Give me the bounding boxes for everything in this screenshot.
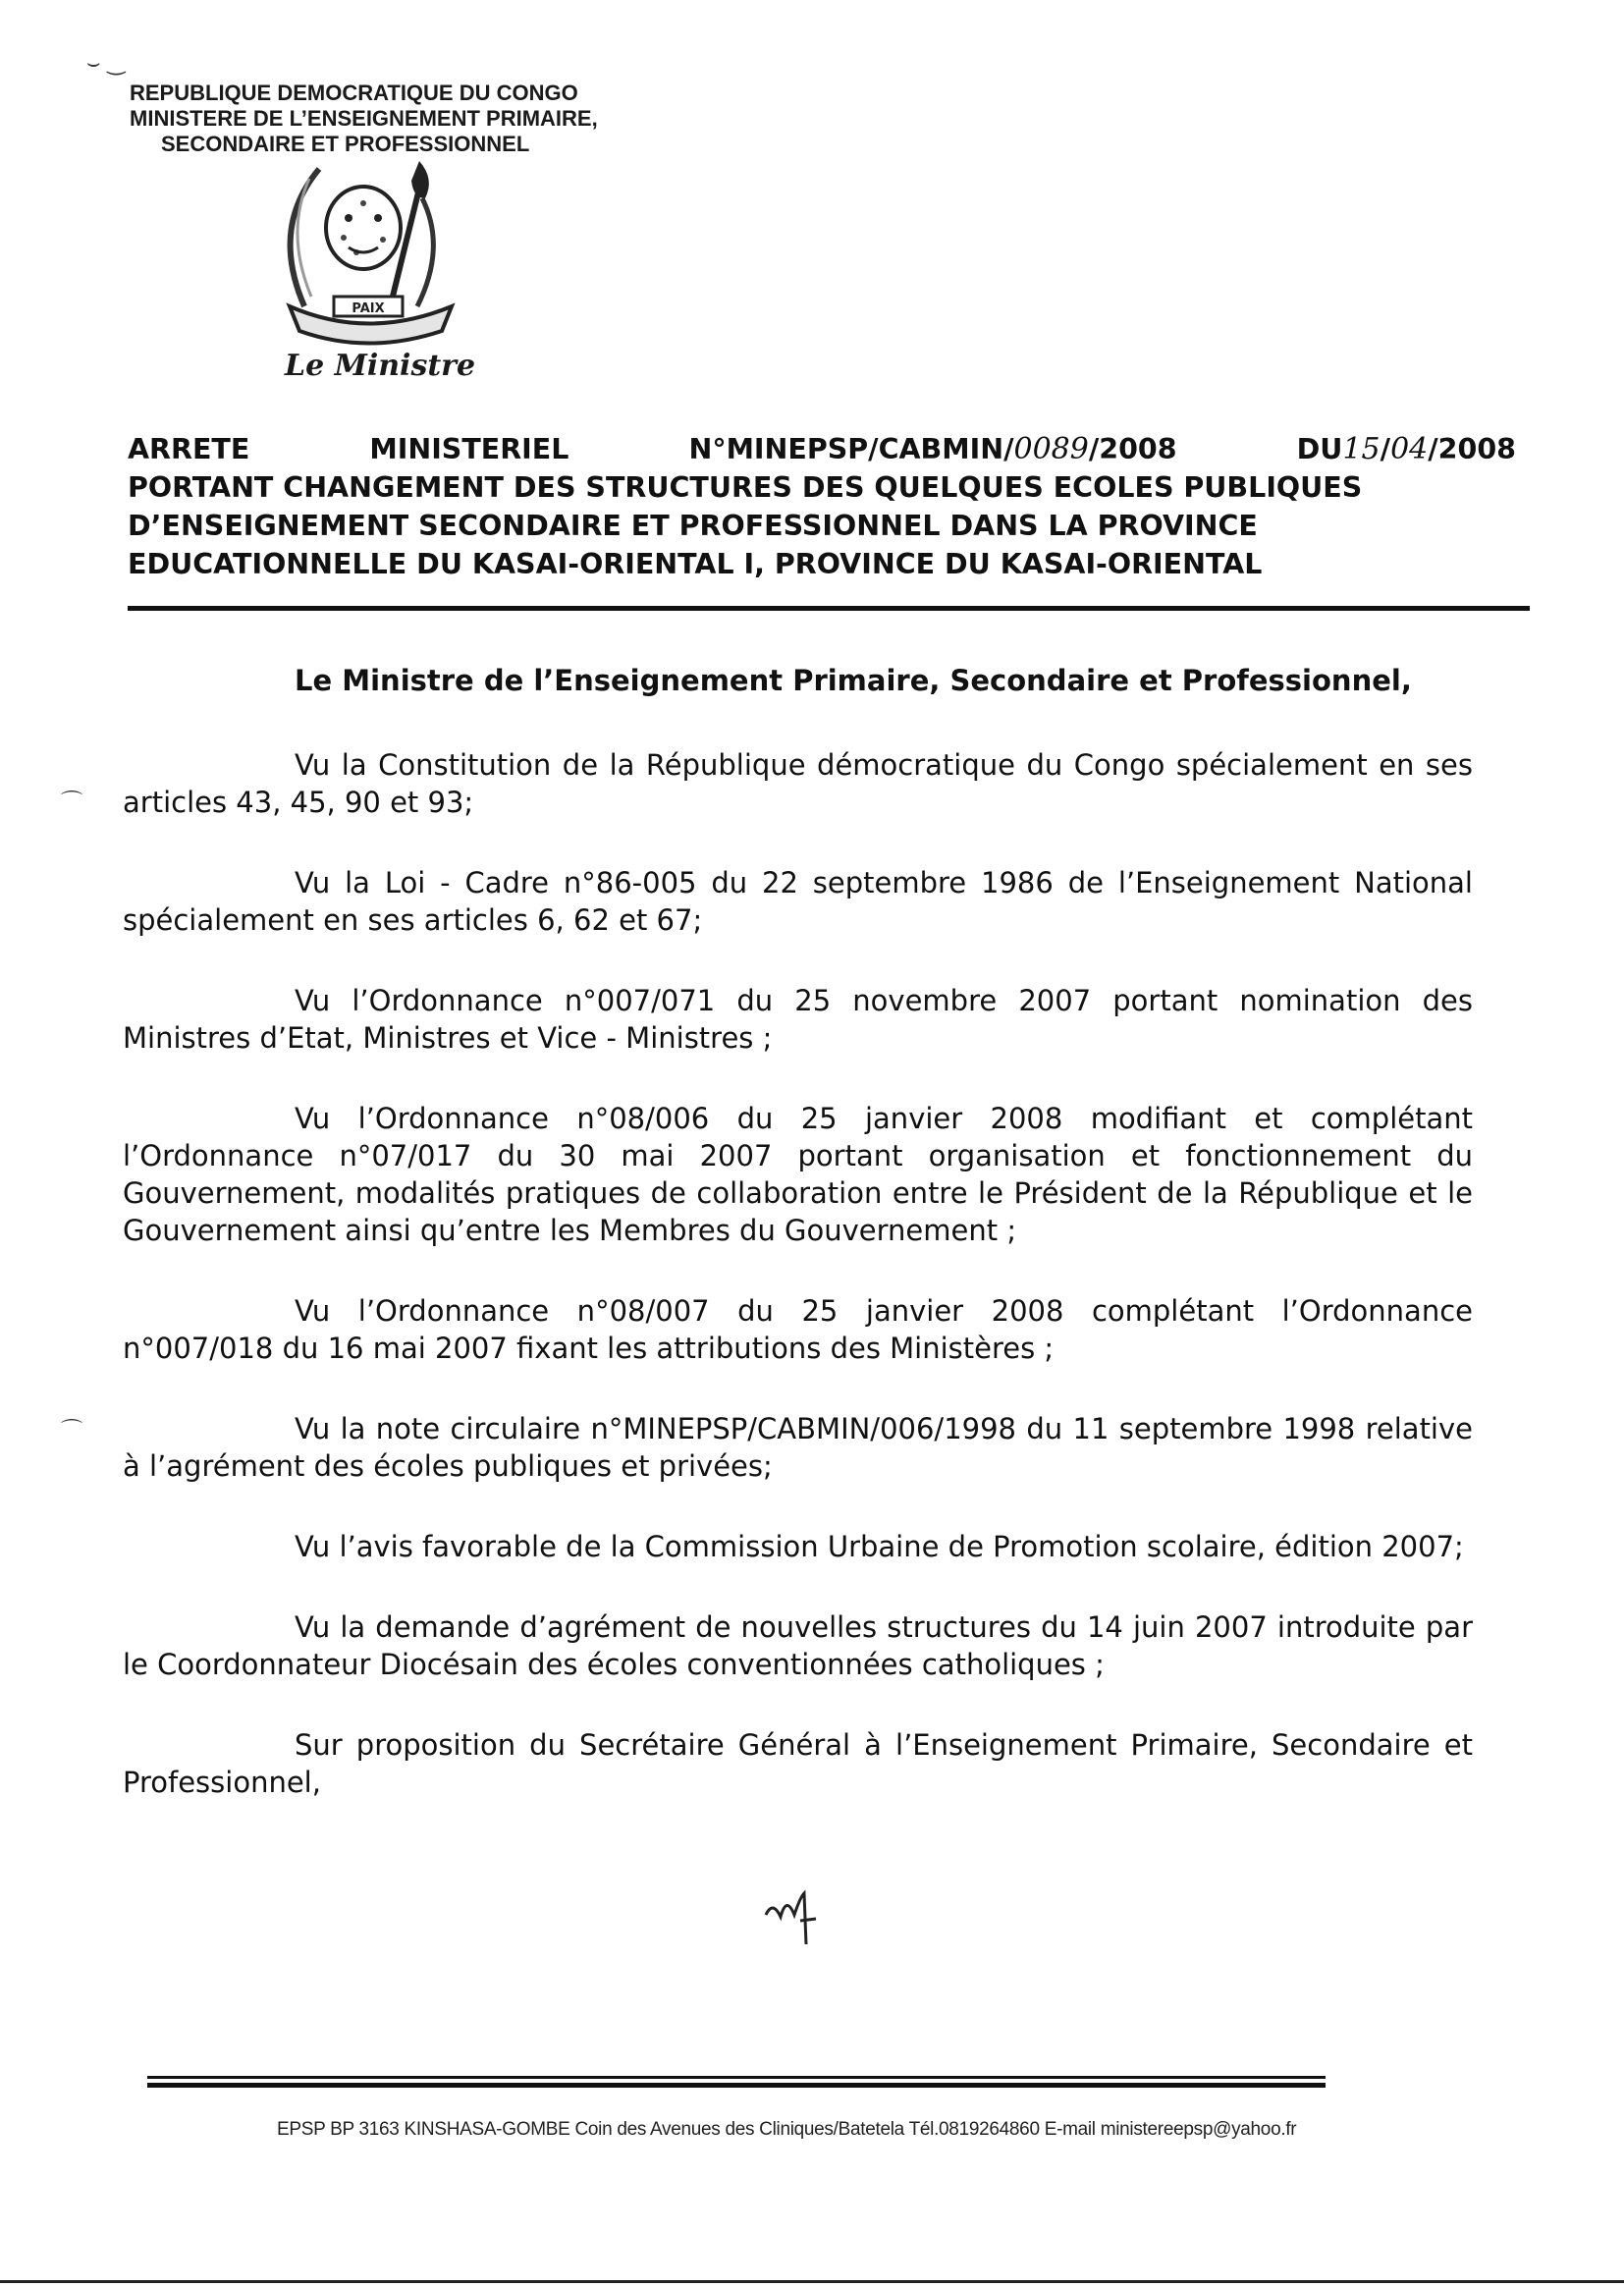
preamble-paragraph: Vu la note circulaire n°MINEPSP/CABMIN/006/1998 du 11 septembre 1998 relative à l’agrément des écoles publiques et privées; <box>123 1412 1473 1483</box>
letterhead <box>130 81 738 157</box>
preamble-paragraph: Vu l’Ordonnance n°08/006 du 25 janvier 2008 modifiant et complétant l’Ordonnance n°07/017 du 30 mai 2007 portant organisation et fonctionnement du Gouvernement, modalités pratiques de collaboration entre le Président de la République et le Gouvernement ainsi qu’entre les Membres du Gouvernement ; <box>123 1102 1473 1247</box>
preamble-paragraph: Sur proposition du Secrétaire Général à l’Enseignement Primaire, Secondaire et Professionnel, <box>123 1728 1473 1799</box>
footer-divider <box>147 2083 1326 2088</box>
title-word: ARRETE <box>128 433 250 465</box>
svg-text:PAIX: PAIX <box>352 301 385 316</box>
title-line-2: PORTANT CHANGEMENT DES STRUCTURES DES QUELQUES ECOLES PUBLIQUES <box>128 471 1363 504</box>
footer-address: EPSP BP 3163 KINSHASA-GOMBE Coin des Avenues des Cliniques/Batetela Tél.0819264860 E-mail ministereepsp@yahoo.fr <box>277 2119 1297 2140</box>
preamble-paragraph: Vu la Loi - Cadre n°86-005 du 22 septembre 1986 de l’Enseignement National spécialement en ses articles 6, 62 et 67; <box>123 866 1473 937</box>
title-word: MINISTERIEL <box>369 433 569 465</box>
minister-heading: Le Ministre de l’Enseignement Primaire, Secondaire et Professionnel, <box>295 664 1412 697</box>
margin-mark: ⌒ <box>61 790 83 815</box>
preamble-paragraph: Vu la demande d’agrément de nouvelles structures du 14 juin 2007 introduite par le Coordonnateur Diocésain des écoles conventionnées catholiques ; <box>123 1610 1473 1681</box>
preamble-paragraph: Vu l’Ordonnance n°007/071 du 25 novembre 2007 portant nomination des Ministres d’Etat, Ministres et Vice - Ministres ; <box>123 984 1473 1055</box>
decree-date: DU15/04/2008 <box>1296 432 1516 466</box>
handwritten-day: 15 <box>1342 432 1380 466</box>
scan-mark: ⌣ ‿ <box>86 51 126 76</box>
scan-edge <box>0 2280 1624 2283</box>
handwritten-month: 04 <box>1390 432 1429 466</box>
preamble-paragraph: Vu l’avis favorable de la Commission Urbaine de Promotion scolaire, édition 2007; <box>295 1530 1464 1563</box>
minister-signature-label: Le Ministre <box>285 349 476 383</box>
letterhead-ministry-cont: SECONDAIRE ET PROFESSIONNEL <box>161 132 530 156</box>
preamble-body <box>123 746 1473 1844</box>
title-line-1 <box>128 430 1516 468</box>
decree-reference: N°MINEPSP/CABMIN/0089/2008 <box>688 432 1177 466</box>
title-divider <box>128 606 1530 611</box>
letterhead-ministry: MINISTERE DE L’ENSEIGNEMENT PRIMAIRE, <box>130 106 598 131</box>
preamble-paragraph: Vu la Constitution de la République démocratique du Congo spécialement en ses articles 43, 45, 90 et 93; <box>123 748 1473 819</box>
handwritten-initials <box>761 1885 830 1954</box>
coat-of-arms-emblem <box>250 159 486 355</box>
title-line-3: D’ENSEIGNEMENT SECONDAIRE ET PROFESSIONNEL DANS LA PROVINCE <box>128 510 1258 542</box>
preamble-paragraph: Vu l’Ordonnance n°08/007 du 25 janvier 2008 complétant l’Ordonnance n°007/018 du 16 mai 2007 fixant les attributions des Ministères ; <box>123 1294 1473 1365</box>
title-line-4: EDUCATIONNELLE DU KASAI-ORIENTAL I, PROVINCE DU KASAI-ORIENTAL <box>128 548 1263 580</box>
handwritten-number: 0089 <box>1013 432 1089 466</box>
footer-divider <box>147 2076 1326 2079</box>
letterhead-country: REPUBLIQUE DEMOCRATIQUE DU CONGO <box>130 81 578 105</box>
margin-mark: ⌒ <box>61 1419 83 1443</box>
decree-title <box>128 430 1516 583</box>
